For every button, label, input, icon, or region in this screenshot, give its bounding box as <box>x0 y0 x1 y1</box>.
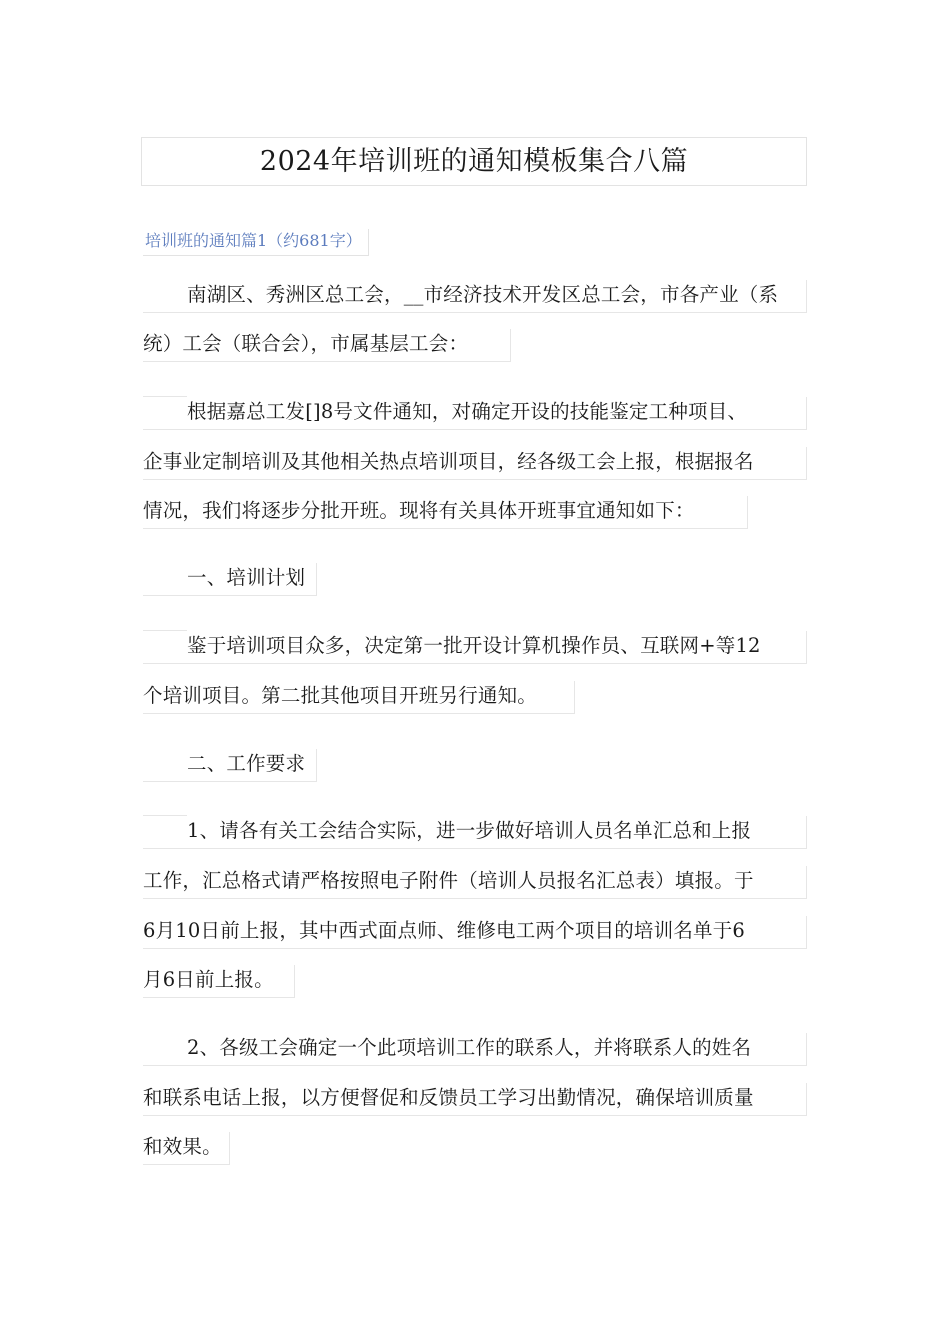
section-heading: 一、培训计划 <box>143 563 317 596</box>
paragraph-line: 月6日前上报。 <box>143 965 295 998</box>
paragraph-line: 个培训项目。第二批其他项目开班另行通知。 <box>143 681 575 714</box>
section-heading: 二、工作要求 <box>143 749 317 782</box>
paragraph-line: 和联系电话上报，以方便督促和反馈员工学习出勤情况，确保培训质量 <box>143 1083 807 1116</box>
paragraph-line: 2、各级工会确定一个此项培训工作的联系人，并将联系人的姓名 <box>143 1033 807 1066</box>
paragraph-line: 工作，汇总格式请严格按照电子附件（培训人员报名汇总表）填报。于 <box>143 866 807 899</box>
paragraph-line: 6月10日前上报，其中西式面点师、维修电工两个项目的培训名单于6 <box>143 916 807 949</box>
paragraph-line: 企事业定制培训及其他相关热点培训项目，经各级工会上报，根据报名 <box>143 447 807 480</box>
paragraph-line: 根据嘉总工发[]8号文件通知，对确定开设的技能鉴定工种项目、 <box>143 397 807 430</box>
section-heading-link[interactable]: 培训班的通知篇1（约681字） <box>143 229 369 256</box>
paragraph-line: 南湖区、秀洲区总工会，__市经济技术开发区总工会，市各产业（系 <box>143 280 807 313</box>
paragraph-line: 鉴于培训项目众多，决定第一批开设计算机操作员、互联网+等12 <box>143 631 807 664</box>
paragraph-line: 情况，我们将逐步分批开班。现将有关具体开班事宜通知如下： <box>143 496 748 529</box>
document-title: 2024年培训班的通知模板集合八篇 <box>141 137 807 186</box>
paragraph-line: 统）工会（联合会），市属基层工会： <box>143 329 511 362</box>
paragraph-line: 1、请各有关工会结合实际，进一步做好培训人员名单汇总和上报 <box>143 816 807 849</box>
paragraph-line: 和效果。 <box>143 1132 230 1165</box>
